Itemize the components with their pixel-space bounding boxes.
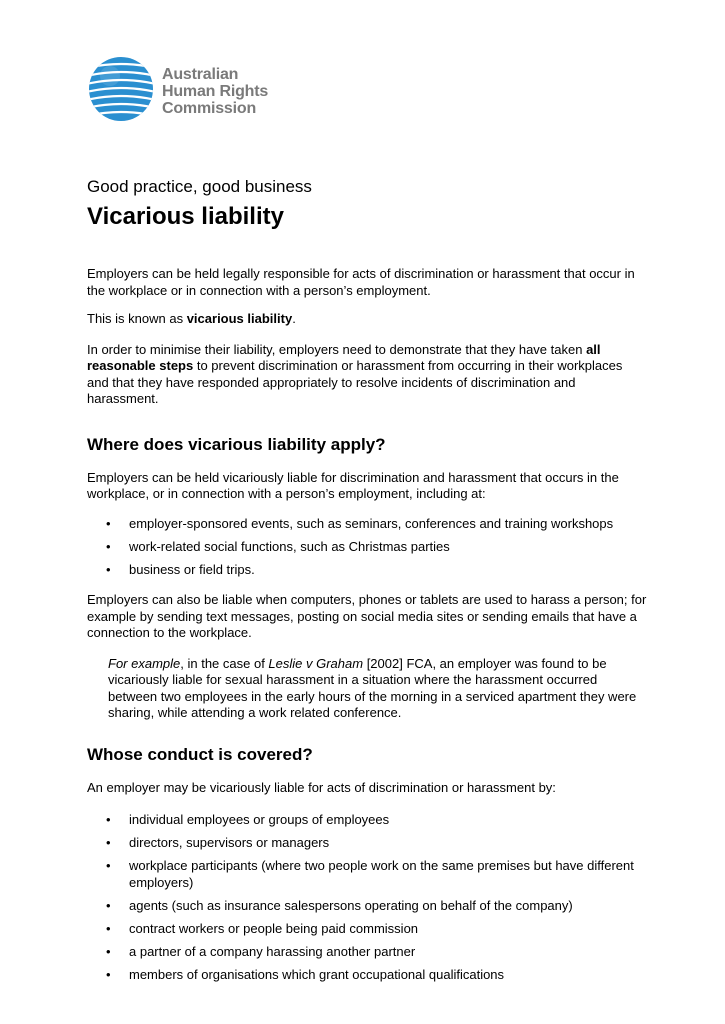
list-item — [87, 967, 647, 984]
intro-p3-end: to prevent discrimination or harassment from occurring in their workplaces and that they have responded appropriately to resolve incidents of discrimination and harassment. — [87, 358, 623, 406]
case-name: Leslie v Graham — [268, 655, 364, 671]
list-item-text: a partner of a company harassing another partner — [129, 943, 416, 959]
intro-p2-bold: vicarious liability — [186, 311, 293, 326]
intro-p2-text: This is known as — [87, 311, 187, 326]
intro-paragraph-1: Employers can be held legally responsible for acts of discrimination or harassment that occur in the workplace or in connection with a person’s employment. — [87, 266, 635, 298]
section1-paragraph-1: Employers can be held vicariously liable for discrimination and harassment that occurs in the workplace, or in connection with a person’s employment, including at: — [87, 469, 619, 501]
section2-list — [87, 812, 647, 983]
section2-paragraph-1: An employer may be vicariously liable for acts of discrimination or harassment by: — [87, 779, 556, 795]
example-lead: For example — [108, 655, 181, 671]
logo-line-1: Australian — [162, 66, 239, 83]
bullet: • — [106, 920, 111, 936]
logo-wordmark — [162, 66, 268, 117]
list-item — [87, 539, 647, 556]
list-item — [87, 516, 647, 533]
example-text-1: , in the case of — [180, 655, 269, 671]
list-item — [87, 921, 647, 938]
bullet: • — [106, 943, 111, 959]
list-item — [87, 562, 647, 579]
list-item — [87, 812, 647, 829]
list-item-text: agents (such as insurance salespersons operating on behalf of the company) — [129, 897, 573, 913]
section-heading-where: Where does vicarious liability apply? — [87, 434, 386, 454]
section-heading-whose: Whose conduct is covered? — [87, 744, 313, 764]
globe-icon — [88, 56, 154, 122]
list-item-text: workplace participants (where two people work on the same premises but have different employers) — [129, 858, 634, 890]
section1-paragraph-2: Employers can also be liable when computers, phones or tablets are used to harass a person; for example by sending text messages, posting on social media sites or sending emails that have a connection to the workplace. — [87, 592, 647, 640]
list-item-text: individual employees or groups of employees — [129, 812, 390, 827]
bullet: • — [106, 538, 111, 554]
list-item-text: work-related social functions, such as Christmas parties — [129, 538, 450, 554]
bullet: • — [106, 966, 111, 982]
example-paragraph — [108, 656, 647, 722]
list-item-text: members of organisations which grant occupational qualifications — [129, 966, 505, 982]
example-text-2: [2002] FCA, an employer was found to be vicariously liable for sexual harassment in a situation where the harassment occurred between two employees in the early hours of the morning in a serviced apartment they were sharing, while attending a work related conference. — [108, 655, 637, 720]
intro-p3-text: In order to minimise their liability, employers need to demonstrate that they have taken — [87, 341, 587, 357]
document-body — [87, 176, 647, 983]
list-item-text: business or field trips. — [129, 561, 255, 577]
list-item — [87, 858, 647, 891]
bullet: • — [106, 515, 111, 531]
bullet: • — [106, 897, 111, 913]
document-subtitle: Good practice, good business — [87, 177, 312, 196]
list-item-text: contract workers or people being paid commission — [129, 920, 419, 936]
section1-list — [87, 516, 647, 579]
bullet: • — [106, 835, 111, 850]
intro-p2-end: . — [292, 311, 296, 326]
list-item — [87, 898, 647, 915]
intro-p3-bold: all reasonable steps — [87, 341, 601, 373]
document-title: Vicarious liability — [87, 203, 284, 230]
intro-paragraph-2 — [87, 311, 647, 328]
ahrc-logo — [88, 56, 288, 128]
list-item-text: employer-sponsored events, such as seminars, conferences and training workshops — [129, 515, 614, 531]
list-item — [87, 835, 647, 852]
bullet: • — [106, 858, 111, 873]
intro-paragraph-3 — [87, 342, 647, 408]
list-item-text: directors, supervisors or managers — [129, 835, 330, 850]
list-item — [87, 944, 647, 961]
logo-line-2: Human Rights — [162, 83, 269, 100]
bullet: • — [106, 812, 111, 827]
logo-line-3: Commission — [162, 100, 257, 117]
bullet: • — [106, 561, 111, 577]
